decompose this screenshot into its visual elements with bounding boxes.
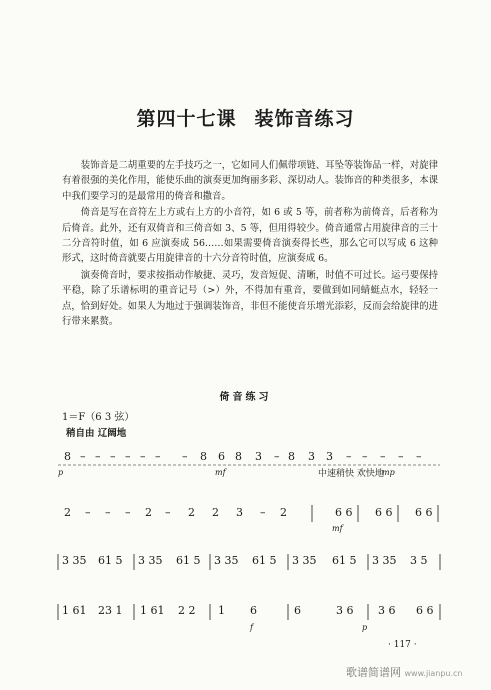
svg-text:–: – (362, 450, 368, 463)
svg-text:–: – (260, 506, 266, 519)
svg-text:3 35: 3 35 (214, 554, 239, 567)
svg-text:6 6: 6 6 (415, 506, 433, 519)
dynamic-2: mf (215, 468, 226, 477)
svg-text:3 5: 3 5 (410, 554, 428, 567)
svg-text:6: 6 (218, 450, 225, 463)
svg-text:1 61: 1 61 (62, 604, 87, 617)
svg-text:3 6: 3 6 (336, 604, 354, 617)
tempo-marking: 稍自由 辽阔地 (66, 428, 127, 439)
paragraph-2: 倚音是写在音符左上方或右上方的小音符，如 6 或 5 等，前者称为前倚音，后者称为后倚音。此外，还有双倚音和三倚音如 3、5 等，但用得较少。倚音通常占用旋律音的三十二分音符时值，如 6 应演奏成 56……如果需要倚音演奏得长些，那么它可以写成 6 这种形式，这时倚音就要占用旋律音的十六分音符时值，应演奏成 6。 (62, 207, 438, 265)
dynamic-6: p (362, 623, 368, 632)
svg-text:–: – (165, 506, 171, 519)
svg-text:–: – (80, 450, 86, 463)
svg-text:2: 2 (212, 506, 219, 519)
svg-text:–: – (125, 450, 131, 463)
svg-text:–: – (346, 450, 352, 463)
score-line-1 (64, 450, 422, 463)
svg-text:3 35: 3 35 (62, 554, 87, 567)
svg-text:3: 3 (236, 506, 243, 519)
svg-text:–: – (125, 506, 131, 519)
key-signature: 1＝F（6 3 弦） (62, 412, 135, 423)
svg-text:61 5: 61 5 (98, 554, 123, 567)
dynamic-3: mp (382, 468, 395, 477)
svg-text:3: 3 (255, 450, 262, 463)
score-line-3 (62, 554, 428, 567)
svg-text:8: 8 (288, 450, 295, 463)
svg-text:2: 2 (64, 506, 71, 519)
svg-text:61 5: 61 5 (332, 554, 357, 567)
svg-text:–: – (110, 450, 116, 463)
svg-text:–: – (182, 450, 188, 463)
svg-text:61 5: 61 5 (252, 554, 277, 567)
svg-text:3: 3 (326, 450, 333, 463)
svg-text:23 1: 23 1 (98, 604, 123, 617)
dynamic-1: p (58, 468, 64, 477)
svg-text:2: 2 (188, 506, 195, 519)
svg-text:6 6: 6 6 (375, 506, 393, 519)
score-line-2 (64, 506, 433, 519)
svg-text:3: 3 (308, 450, 315, 463)
svg-text:6 6: 6 6 (335, 506, 353, 519)
svg-text:3 35: 3 35 (138, 554, 163, 567)
score-line-4 (62, 604, 434, 617)
svg-text:8: 8 (200, 450, 207, 463)
svg-text:8: 8 (64, 450, 71, 463)
svg-text:–: – (105, 506, 111, 519)
svg-text:1: 1 (218, 604, 225, 617)
page-number: · 117 · (388, 640, 417, 650)
paragraph-1: 装饰音是二胡重要的左手技巧之一，它如同人们佩带项链、耳坠等装饰品一样，对旋律有着很强的美化作用，能使乐曲的演奏更加绚丽多彩、深切动人。装饰音的种类很多，本课中我们要学习的是最常用的倚音和撒音。 (62, 160, 438, 202)
watermark-text: 歌谱简谱网 (346, 666, 401, 679)
svg-text:–: – (398, 450, 404, 463)
lesson-name: 装饰音练习 (254, 108, 355, 130)
svg-text:–: – (380, 450, 386, 463)
svg-text:8: 8 (235, 450, 242, 463)
svg-text:3 6: 3 6 (378, 604, 396, 617)
svg-text:–: – (155, 450, 161, 463)
svg-text:61 5: 61 5 (176, 554, 201, 567)
jianpu-score (50, 430, 445, 670)
svg-text:–: – (85, 506, 91, 519)
watermark-url: www.jianpu.cn (404, 669, 463, 678)
site-watermark (346, 664, 463, 680)
svg-text:6: 6 (294, 604, 301, 617)
page-title (0, 104, 491, 131)
dynamic-5: f (250, 623, 253, 632)
svg-text:1 61: 1 61 (140, 604, 165, 617)
svg-text:3 35: 3 35 (372, 554, 397, 567)
svg-text:2: 2 (280, 506, 287, 519)
svg-text:6 6: 6 6 (416, 604, 434, 617)
svg-text:–: – (416, 450, 422, 463)
svg-text:2 2: 2 2 (178, 604, 196, 617)
svg-text:3 35: 3 35 (292, 554, 317, 567)
svg-text:6: 6 (250, 604, 257, 617)
tempo-marking-2: 中速稍快 欢快地 (318, 469, 384, 479)
exercise-title: 倚音练习 (219, 392, 272, 403)
svg-text:–: – (95, 450, 101, 463)
svg-text:–: – (274, 450, 280, 463)
paragraph-3: 演奏倚音时，要求按指动作敏捷、灵巧，发音短促、清晰，时值不可过长。运弓要保持平稳，除了乐谱标明的重音记号（>）外，不得加有重音，要做到如同蜻蜓点水，轻轻一点，恰到好处。如果人为地过于强调装饰音，非但不能使音乐增光添彩，反而会给旋律的进行带来累赘。 (62, 269, 438, 328)
body-text (62, 158, 438, 330)
svg-text:2: 2 (145, 506, 152, 519)
svg-text:–: – (140, 450, 146, 463)
dynamic-4: mf (332, 524, 343, 533)
lesson-number: 第四十七课 (136, 108, 237, 130)
